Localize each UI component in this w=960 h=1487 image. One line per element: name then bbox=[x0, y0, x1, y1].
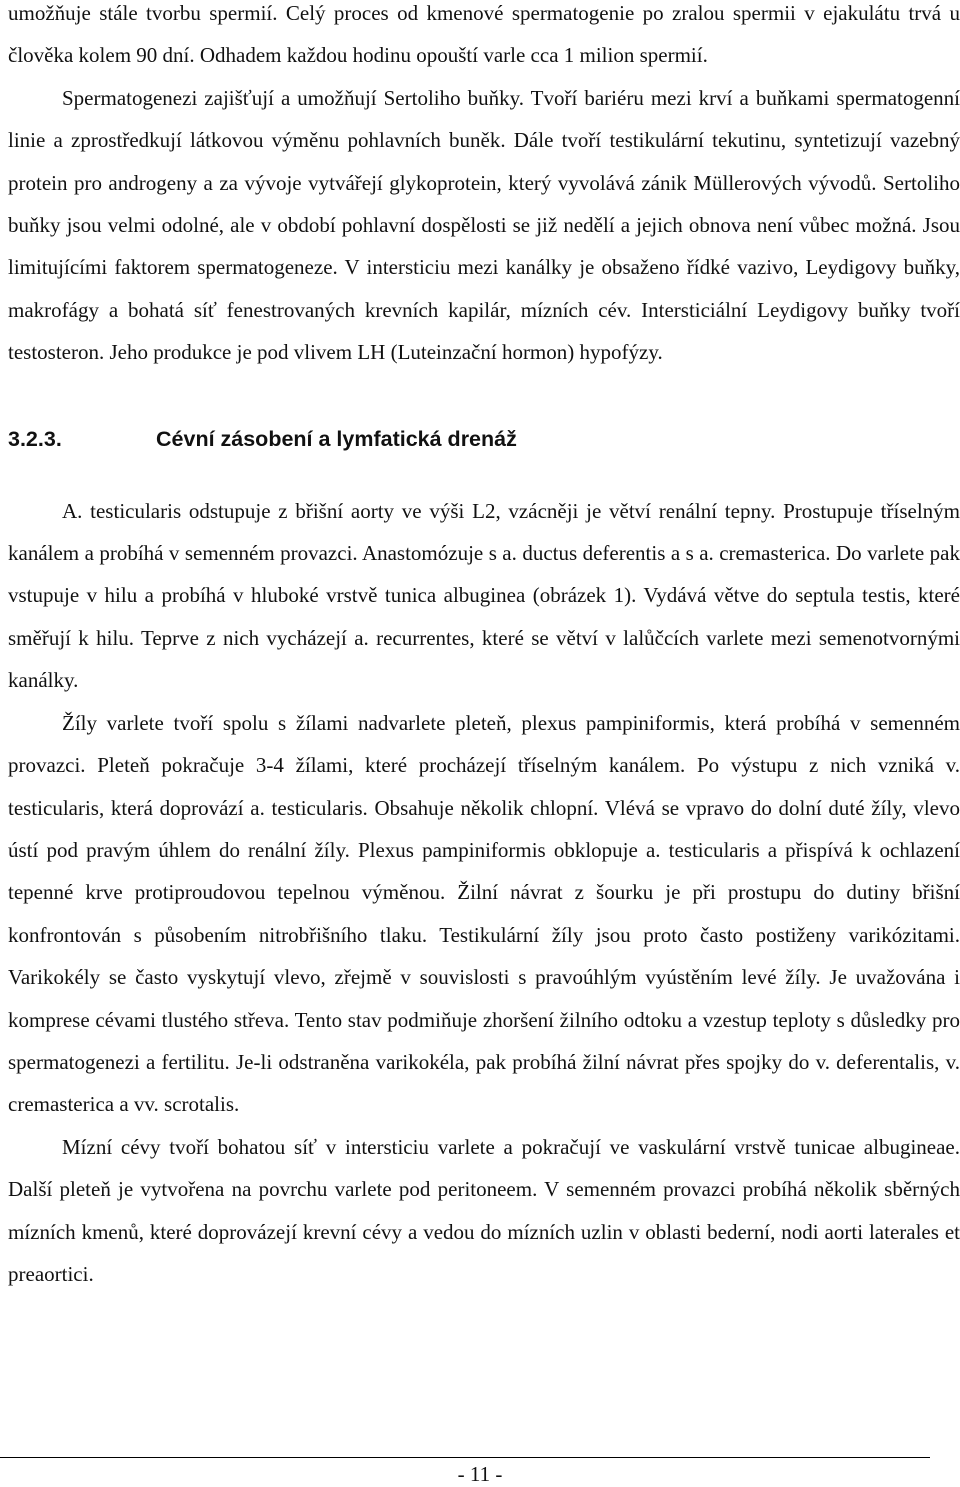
paragraph-spermatogenesis-duration: umožňuje stále tvorbu spermií. Celý proces od kmenové spermatogenie po zralou spermii v ejakulátu trvá u člověka kolem 90 dní. Odhadem každou hodinu opouští varle cca 1 milion spermií. bbox=[8, 1, 960, 68]
section-title: Cévní zásobení a lymfatická drenáž bbox=[156, 426, 517, 451]
paragraph-sertoli-cells: Spermatogenezi zajišťují a umožňují Sertoliho buňky. Tvoří bariéru mezi krví a buňkami spermatogenní linie a zprostředkují látkovou výměnu pohlavních buněk. Dále tvoří testikulární tekutinu, syntetizují vazebný protein pro androgeny a za vývoje vytvářejí glykoprotein, který vyvolává zánik Müllerových vývodů. Sertoliho buňky jsou velmi odolné, ale v období pohlavní dospělosti se již nedělí a jejich obnova není vůbec možná. Jsou limitujícími faktorem spermatogeneze. V intersticiu mezi kanálky je obsaženo řídké vazivo, Leydigovy buňky, makrofágy a bohatá síť fenestrovaných krevních kapilár, mízních cév. Intersticiální Leydigovy buňky tvoří testosteron. Jeho produkce je pod vlivem LH (Luteinzační hormon) hypofýzy. bbox=[8, 85, 960, 365]
footer-divider bbox=[0, 1457, 930, 1458]
section-number: 3.2.3. bbox=[8, 426, 62, 451]
paragraph-arterial-supply: A. testicularis odstupuje z břišní aorty ve výši L2, vzácněji je větví renální tepny. Prostupuje tříselným kanálem a probíhá v semenném provazci. Anastomózuje s a. ductus deferentis a s a. cremasterica. Do varlete pak vstupuje v hilu a probíhá v hluboké vrstvě tunica albuginea (obrázek 1). Vydává větve do septula testis, které směřují k hilu. Teprve z nich vycházejí a. recurrentes, které se větví v lalůčcích varlete mezi semenotvornými kanálky. bbox=[8, 498, 960, 693]
paragraph-venous-drainage: Žíly varlete tvoří spolu s žílami nadvarlete pleteň, plexus pampiniformis, která probíhá v semenném provazci. Pleteň pokračuje 3-4 žílami, které procházejí tříselným kanálem. Po výstupu z nich vzniká v. testicularis, která doprovází a. testicularis. Obsahuje několik chlopní. Vlévá se vpravo do dolní duté žíly, vlevo ústí pod pravým úhlem do renální žíly. Plexus pampiniformis obklopuje a. testicularis a přispívá k ochlazení tepenné krve protiproudovou tepelnou výměnou. Žilní návrat z šourku je při prostupu do dutiny břišní konfrontován s působením nitrobřišního tlaku. Testikulární žíly jsou proto často postiženy varikózitami. Varikokély se často vyskytují vlevo, zřejmě v souvislosti s pravoúhlým vyústěním levé žíly. Je uvažována i komprese cévami tlustého střeva. Tento stav podmiňuje zhoršení žilního odtoku a vzestup teploty s důsledky pro spermatogenezi a fertilitu. Je-li odstraněna varikokéla, pak probíhá žilní návrat přes spojky do v. deferentalis, v. cremasterica a vv. scrotalis. bbox=[8, 710, 960, 1117]
document-page bbox=[8, 0, 960, 1295]
paragraph-lymphatic-drainage: Mízní cévy tvoří bohatou síť v intersticiu varlete a pokračují ve vaskulární vrstvě tunicae albugineae. Další pleteň je vytvořena na povrchu varlete pod peritoneem. V semenném provazci probíhá několik sběrných mízních kmenů, které doprovázejí krevní cévy a vedou do mízních uzlin v oblasti bederní, nodi aorti laterales et preaortici. bbox=[8, 1134, 960, 1286]
section-heading bbox=[8, 418, 960, 460]
page-number: - 11 - bbox=[457, 1462, 503, 1486]
